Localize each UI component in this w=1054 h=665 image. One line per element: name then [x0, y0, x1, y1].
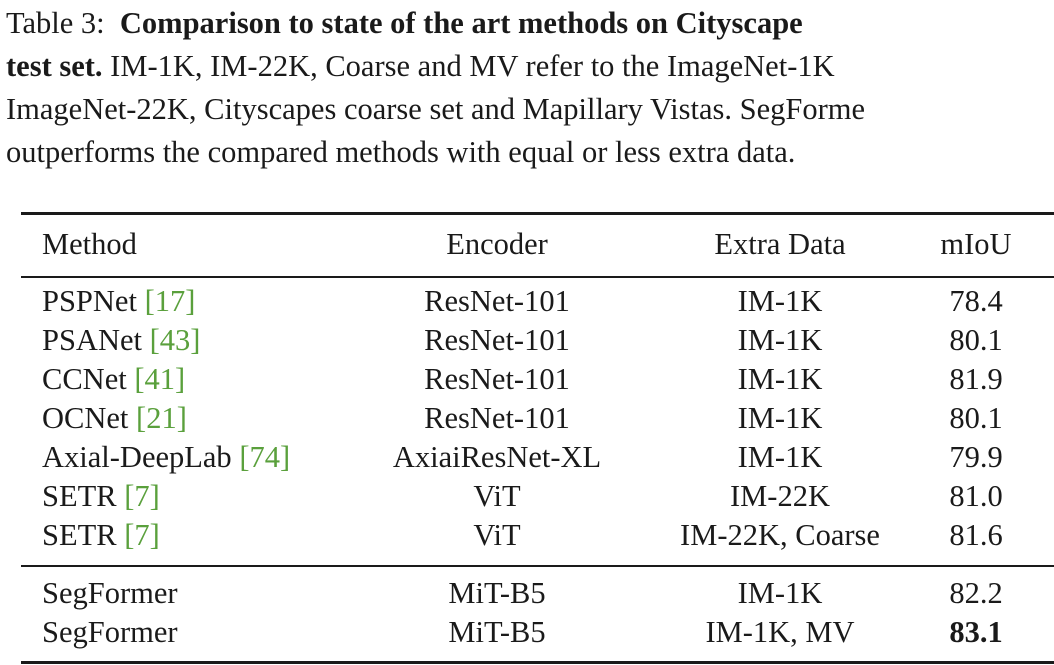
table-row-miou: 82.2 [949, 576, 1003, 610]
table-row-encoder: ResNet-101 [424, 401, 570, 435]
table-row-miou: 81.9 [949, 362, 1003, 396]
method-name: PSANet [42, 323, 142, 357]
citation-link[interactable]: [17] [144, 284, 196, 318]
table-top-rule [21, 212, 1054, 215]
caption-title: Comparison to state of the art methods on Cityscape [119, 6, 803, 40]
table-row-extra-data: IM-1K [737, 576, 823, 610]
caption-label: Table 3: [6, 6, 105, 40]
table-row-method [42, 284, 195, 318]
citation-link[interactable]: [21] [136, 401, 187, 435]
table-row-method [42, 479, 160, 513]
header-extra-data: Extra Data [714, 227, 846, 261]
method-name: CCNet [42, 362, 127, 396]
table-row-miou: 81.0 [949, 479, 1003, 513]
citation-link[interactable]: [41] [134, 362, 186, 396]
table-row-extra-data: IM-1K, MV [705, 615, 855, 649]
table-row-miou: 81.6 [949, 518, 1003, 552]
table-row-miou: 79.9 [949, 440, 1003, 474]
method-name: PSPNet [42, 284, 137, 318]
caption-line-3: ImageNet-22K, Cityscapes coarse set and Mapillary Vistas. SegForme [6, 92, 866, 126]
table-row-method [42, 323, 200, 357]
table-row-method [42, 401, 187, 435]
caption-line-1 [6, 2, 1054, 45]
table-row-encoder: ResNet-101 [424, 362, 570, 396]
caption-line-2 [6, 45, 1054, 88]
table-row-encoder: MiT-B5 [448, 615, 546, 649]
citation-link[interactable]: [43] [149, 323, 201, 357]
caption-line-4: outperforms the compared methods with equal or less extra data. [6, 135, 796, 169]
table-row-method [42, 362, 185, 396]
header-method: Method [42, 227, 137, 261]
caption-text: IM-1K, IM-22K, Coarse and MV refer to the ImageNet-1K [102, 49, 835, 83]
method-name: OCNet [42, 401, 129, 435]
table-row-miou-best: 83.1 [949, 615, 1003, 649]
method-name: SETR [42, 518, 117, 552]
table-row-extra-data: IM-1K [737, 284, 823, 318]
table-row-encoder: ViT [473, 518, 521, 552]
table-row-extra-data: IM-22K, Coarse [680, 518, 880, 552]
table-row-method: SegFormer [42, 576, 178, 610]
table-row-extra-data: IM-1K [737, 440, 823, 474]
citation-link[interactable]: [74] [239, 440, 291, 474]
table-row-miou: 80.1 [949, 323, 1003, 357]
citation-link[interactable]: [7] [124, 518, 160, 552]
table-row-method [42, 518, 160, 552]
table-row-method: SegFormer [42, 615, 178, 649]
table-row-encoder: ResNet-101 [424, 284, 570, 318]
table-row-extra-data: IM-1K [737, 362, 823, 396]
table-caption [6, 2, 1054, 174]
method-name: Axial-DeepLab [42, 440, 232, 474]
table-row-miou: 78.4 [949, 284, 1003, 318]
caption-title-end: test set. [6, 49, 103, 83]
method-name: SETR [42, 479, 117, 513]
citation-link[interactable]: [7] [124, 479, 160, 513]
table-row-miou: 80.1 [949, 401, 1003, 435]
table-row-encoder: ViT [473, 479, 521, 513]
table-header-rule [21, 276, 1054, 278]
table-section-rule [21, 565, 1054, 567]
table-bottom-rule [21, 661, 1054, 664]
table-row-encoder: AxiaiResNet-XL [392, 440, 602, 474]
header-encoder: Encoder [446, 227, 548, 261]
table-row-extra-data: IM-1K [737, 401, 823, 435]
header-miou: mIoU [940, 227, 1012, 261]
table-row-method [42, 440, 290, 474]
table-row-extra-data: IM-1K [737, 323, 823, 357]
table-row-encoder: ResNet-101 [424, 323, 570, 357]
table-row-encoder: MiT-B5 [448, 576, 546, 610]
table-row-extra-data: IM-22K [730, 479, 830, 513]
